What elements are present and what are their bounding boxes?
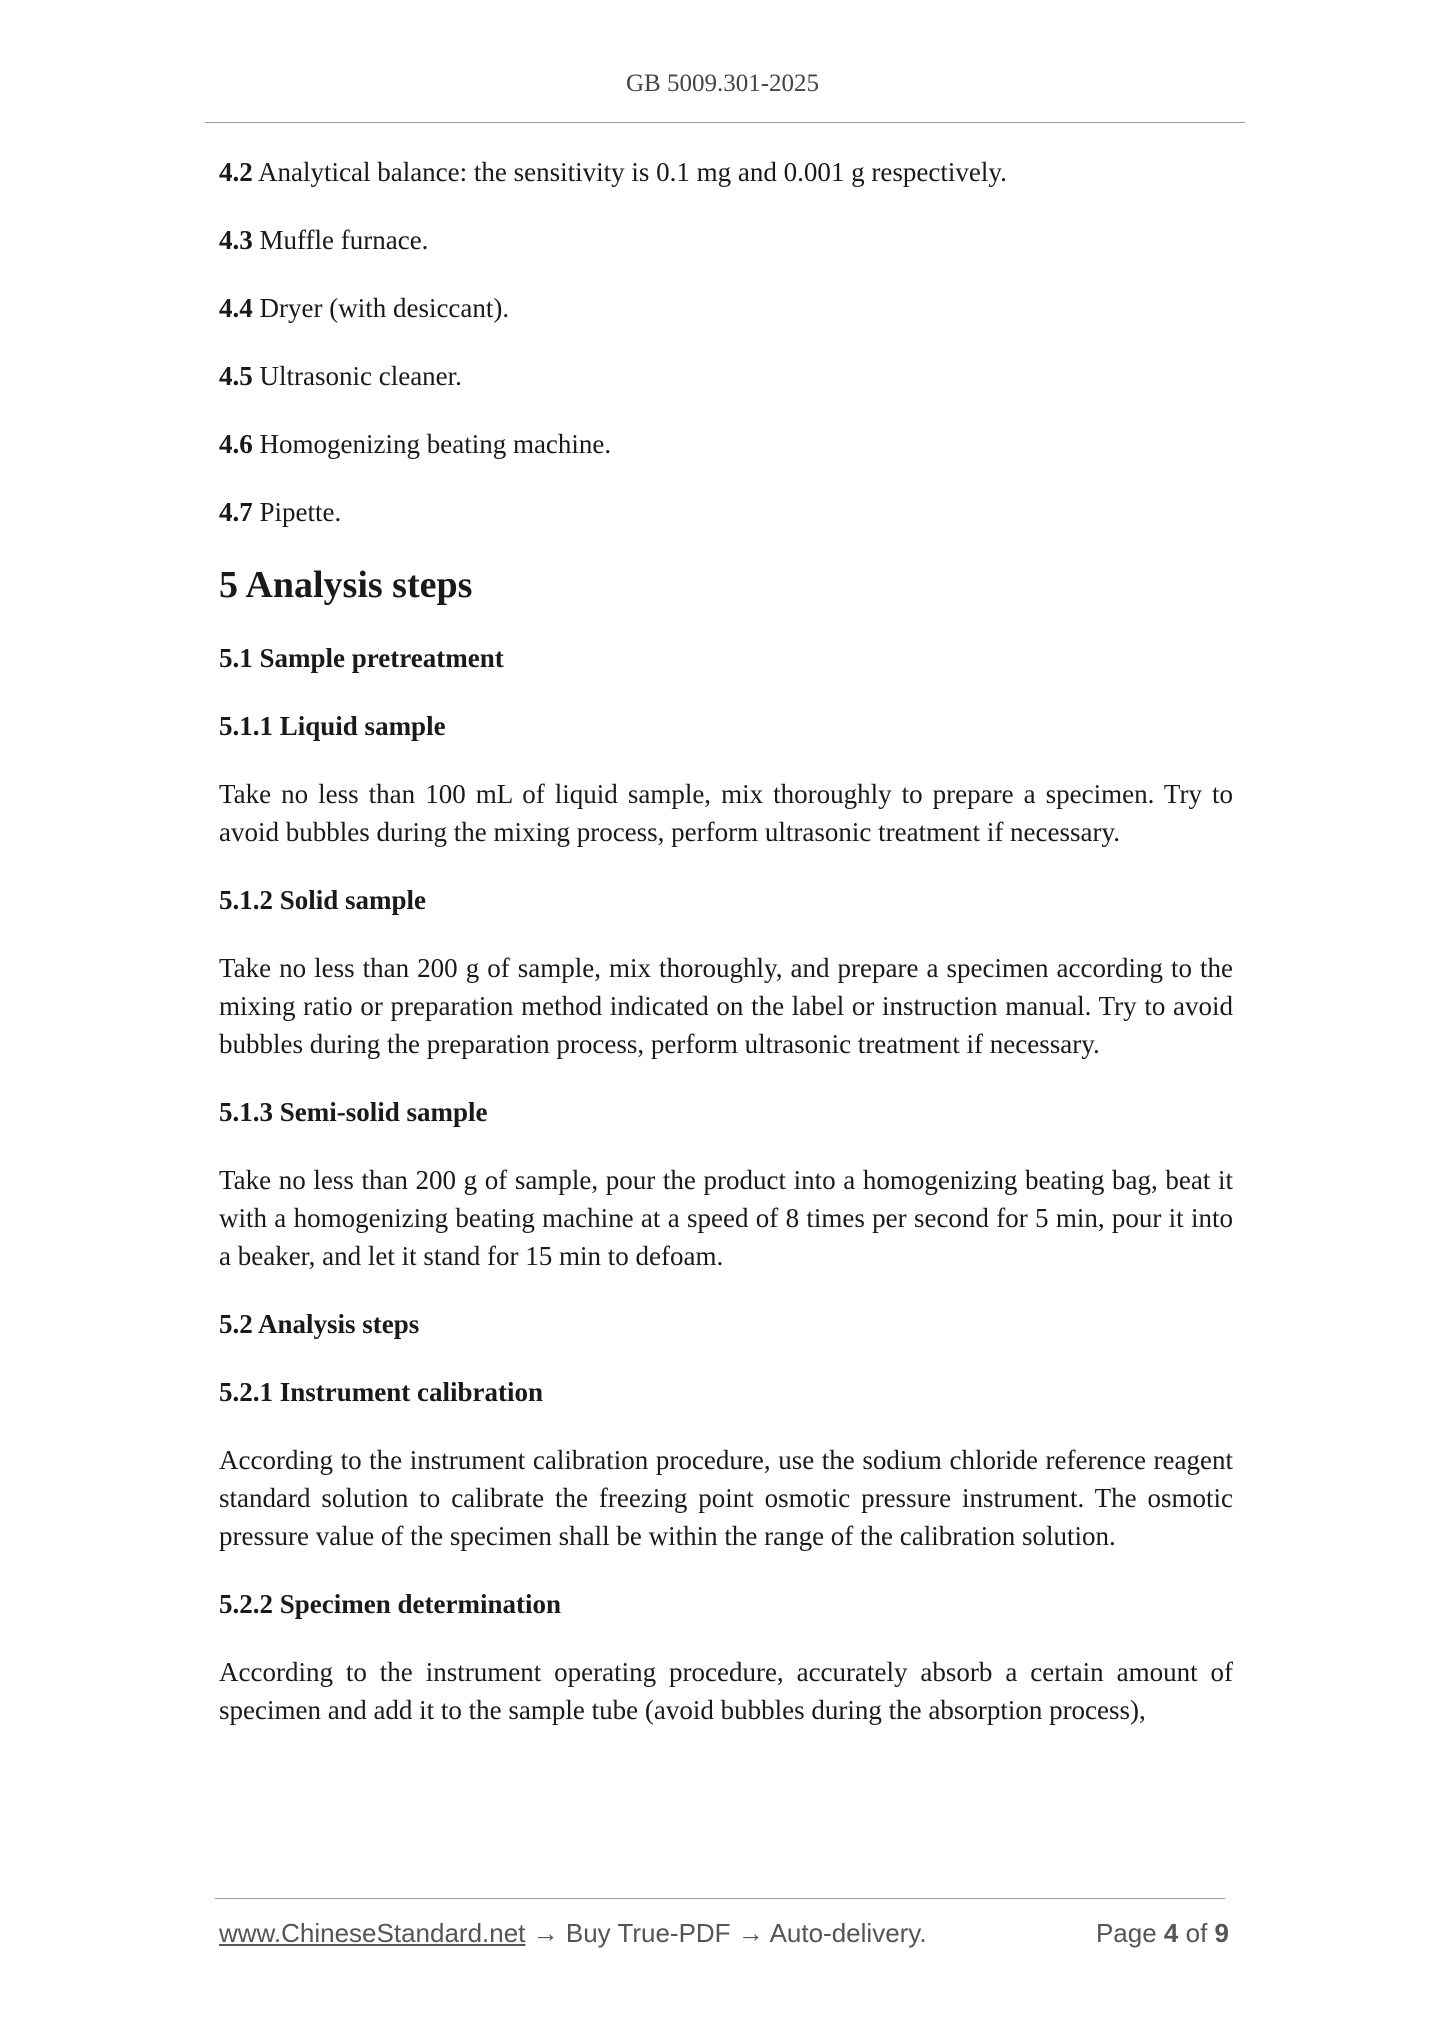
- list-item-number: 4.6: [219, 429, 253, 459]
- list-item: [219, 221, 1233, 259]
- list-item-number: 4.3: [219, 225, 253, 255]
- page-number: [1096, 1918, 1229, 1949]
- subsection-5-2-2-text: According to the instrument operating procedure, accurately absorb a certain amount of specimen and add it to the sample tube (avoid bubbles during the absorption process),: [219, 1657, 1233, 1725]
- list-item-text: Dryer (with desiccant).: [252, 293, 510, 323]
- section-4-items: [219, 153, 1233, 531]
- section-5-heading: 5 Analysis steps: [219, 564, 473, 606]
- subsection-5-1-2-text: Take no less than 200 g of sample, mix thoroughly, and prepare a specimen according to the mixing ratio or preparation method indicated on the label or instruction manual. Try to avoid bubbles during the preparation process, perform ultrasonic treatment if necessary.: [219, 953, 1233, 1059]
- subsection-5-2-1-heading: 5.2.1 Instrument calibration: [219, 1377, 543, 1407]
- document-body: [219, 153, 1233, 1759]
- subsection-5-1-3-heading: 5.1.3 Semi-solid sample: [219, 1097, 488, 1127]
- subsection-5-1-heading: 5.1 Sample pretreatment: [219, 643, 504, 673]
- subsection-5-2-heading: 5.2 Analysis steps: [219, 1309, 420, 1339]
- list-item-text: Homogenizing beating machine.: [252, 429, 612, 459]
- page-total: 9: [1214, 1918, 1229, 1948]
- page-footer: [219, 1918, 1229, 1954]
- page-of-label: of: [1185, 1918, 1208, 1948]
- footer-divider: [215, 1898, 1225, 1899]
- list-item: [219, 357, 1233, 395]
- subsection-5-2-1-text: According to the instrument calibration procedure, use the sodium chloride reference reagent standard solution to calibrate the freezing point osmotic pressure instrument. The osmotic pressure value of the specimen shall be within the range of the calibration solution.: [219, 1445, 1233, 1551]
- footer-promo: [219, 1918, 927, 1949]
- list-item: [219, 425, 1233, 463]
- list-item-text: Muffle furnace.: [252, 225, 429, 255]
- subsection-5-2-2-heading: 5.2.2 Specimen determination: [219, 1589, 561, 1619]
- list-item: [219, 493, 1233, 531]
- footer-promo-text: → Buy True-PDF → Auto-delivery.: [525, 1918, 927, 1948]
- website-link[interactable]: www.ChineseStandard.net: [219, 1918, 526, 1948]
- page-current: 4: [1163, 1918, 1179, 1948]
- list-item-number: 4.5: [219, 361, 253, 391]
- subsection-5-1-3-text: Take no less than 200 g of sample, pour the product into a homogenizing beating bag, beat it with a homogenizing beating machine at a speed of 8 times per second for 5 min, pour it into a beaker, and let it stand for 15 min to defoam.: [219, 1165, 1233, 1271]
- header-divider: [205, 122, 1245, 123]
- page-label: Page: [1095, 1918, 1157, 1948]
- list-item-number: 4.7: [219, 497, 253, 527]
- list-item-text: Ultrasonic cleaner.: [252, 361, 462, 391]
- subsection-5-1-1-heading: 5.1.1 Liquid sample: [219, 711, 446, 741]
- subsection-5-1-2-heading: 5.1.2 Solid sample: [219, 885, 427, 915]
- list-item-text: Pipette.: [252, 497, 342, 527]
- list-item-text: Analytical balance: the sensitivity is 0.1 mg and 0.001 g respectively.: [252, 157, 1007, 187]
- list-item-number: 4.2: [219, 157, 253, 187]
- subsection-5-1-1-text: Take no less than 100 mL of liquid sample, mix thoroughly to prepare a specimen. Try to avoid bubbles during the mixing process, perform ultrasonic treatment if necessary.: [219, 779, 1233, 847]
- list-item: [219, 289, 1233, 327]
- list-item: [219, 153, 1233, 191]
- list-item-number: 4.4: [219, 293, 253, 323]
- page-header: GB 5009.301-2025: [625, 70, 820, 97]
